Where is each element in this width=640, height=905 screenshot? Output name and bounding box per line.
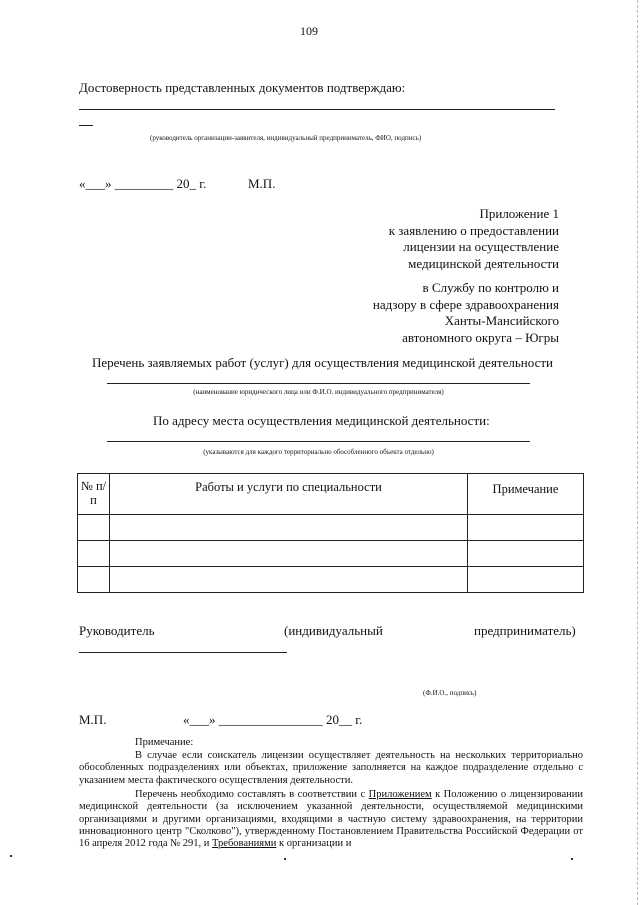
signature-line-end — [79, 125, 93, 126]
entity-line — [107, 383, 530, 384]
note-text: к Положению о лицензировании медицинской деятельности (за исключением указанной деятельности, осуществляемой медицинскими организациями и другими организациями, входящими в частную систему здравоохранения, на территории инновационного центр "Сколково"), утвержденному Постановлением Правительства Российской Федерации от 16 апреля 2012 года № 291, и — [79, 789, 584, 850]
table-cell[interactable] — [110, 567, 468, 593]
addressee-line: Ханты-Мансийского — [444, 313, 559, 328]
table-cell[interactable] — [110, 515, 468, 541]
note-text: к организации и — [278, 838, 352, 850]
note-heading: Примечание: — [135, 737, 194, 748]
table-cell[interactable] — [468, 515, 584, 541]
appendix-line: Приложение 1 — [479, 206, 559, 221]
note-text: Перечень необходимо составлять в соответствии с — [135, 789, 366, 800]
scan-edge — [636, 0, 638, 905]
entity-caption: (наименование юридического лица или Ф.И.О. индивидуального предпринимателя) — [193, 388, 444, 396]
requirements-link[interactable]: Требованиями — [212, 838, 277, 850]
address-caption: (указываются для каждого территориально обособленного объекта отдельно) — [203, 448, 434, 456]
page-number: 109 — [300, 24, 318, 38]
fio-caption: (Ф.И.О., подпись) — [423, 689, 477, 697]
signature-line — [79, 109, 555, 110]
table-cell[interactable] — [110, 541, 468, 567]
table-cell[interactable] — [78, 541, 110, 567]
head-signature-line — [79, 652, 287, 653]
head-title-entrepreneur: (индивидуальный — [284, 623, 383, 638]
address-line — [107, 441, 530, 442]
scan-speck — [571, 858, 573, 860]
table-row — [78, 541, 584, 567]
appendix-header — [299, 206, 559, 272]
addressee-line: в Службу по контролю и — [422, 280, 559, 295]
appendix-line: к заявлению о предоставлении — [388, 222, 559, 238]
col-number-header: № п/п — [78, 474, 110, 515]
table-cell[interactable] — [78, 567, 110, 593]
addressee-line: автономного округа – Югры — [402, 329, 559, 345]
stamp-mark-2: М.П. — [79, 712, 107, 727]
appendix-line: медицинской деятельности — [408, 255, 559, 271]
appendix-line: лицензии на осуществление — [403, 239, 559, 254]
stamp-mark-1: М.П. — [248, 176, 276, 191]
table-row — [78, 515, 584, 541]
table-cell[interactable] — [468, 567, 584, 593]
table-cell[interactable] — [468, 541, 584, 567]
table-row — [78, 567, 584, 593]
scan-speck — [284, 858, 286, 860]
table-header-row — [78, 474, 584, 515]
head-title: Руководитель — [79, 623, 155, 638]
services-table — [77, 473, 584, 593]
confirm-statement: Достоверность представленных документов подтверждаю: — [79, 80, 406, 95]
date-field-2: «___» ________________ 20__ г. — [183, 712, 363, 727]
date-field-1: «___» _________ 20_ г. — [79, 176, 207, 191]
col-note-header: Примечание — [468, 474, 584, 515]
note-paragraph-1: В случае если соискатель лицензии осуществляет деятельность на нескольких территориально обособленных подразделениях или объектах, приложение заполняется на каждое подразделение отдельно с указанием места фактического осуществления деятельности. — [79, 750, 583, 786]
table-cell[interactable] — [78, 515, 110, 541]
regulation-link[interactable]: Приложением — [368, 789, 432, 800]
col-services-header: Работы и услуги по специальности — [110, 474, 468, 515]
signer-caption: (руководитель организации-заявителя, индивидуальный предприниматель, ФИО, подпись) — [150, 134, 422, 142]
addressee-block — [299, 280, 559, 346]
addressee-line: надзору в сфере здравоохранения — [372, 296, 559, 312]
scan-speck — [10, 855, 12, 857]
note-paragraph-2 — [79, 789, 583, 850]
list-title: Перечень заявляемых работ (услуг) для осуществления медицинской деятельности — [92, 355, 553, 370]
head-title-end: предприниматель) — [474, 623, 576, 638]
address-title: По адресу места осуществления медицинской деятельности: — [153, 413, 490, 428]
